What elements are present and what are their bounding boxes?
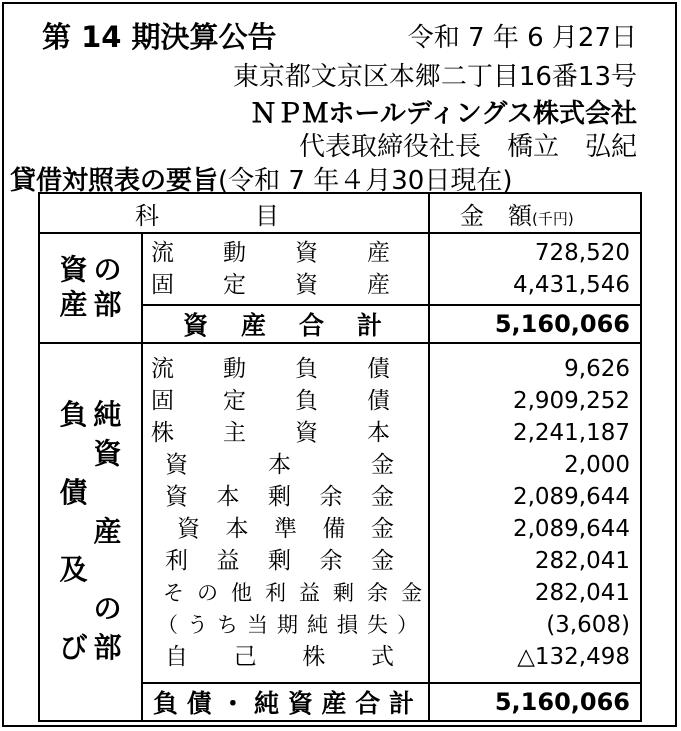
liabilities-total-label-cell (142, 683, 429, 721)
liabilities-section-char (91, 555, 125, 586)
liability-amount: 2,089,644 (512, 484, 630, 510)
liability-amount: 2,241,187 (512, 420, 630, 446)
company-name: ＮＰＭホールディングス株式会社 (250, 99, 637, 129)
assets-section-label (57, 255, 125, 321)
liabilities-amount-cell (429, 343, 641, 683)
liabilities-section-char (57, 439, 91, 470)
assets-section-cell (39, 233, 142, 343)
asset-label: 流動資産 (151, 240, 390, 266)
assets-section-char: 資 (59, 253, 88, 287)
subtitle-text: 貸借対照表の要旨 (10, 166, 219, 196)
liability-row (143, 513, 428, 545)
liabilities-rows (39, 343, 641, 683)
liabilities-item-cell (142, 343, 429, 683)
liability-label: 株主資本 (151, 420, 390, 446)
assets-section-char: 部 (93, 288, 122, 321)
asset-label: 固定資産 (151, 272, 390, 298)
liabilities-section-char: 部 (93, 630, 122, 664)
company-address: 東京都文京区本郷二丁目16番13号 (232, 62, 637, 92)
liabilities-total-label: 負債・純資産合計 (153, 689, 414, 718)
liabilities-section-char: 産 (93, 514, 122, 548)
asset-row-fixed (143, 269, 428, 301)
liabilities-section-char (57, 594, 91, 625)
liability-amount: △132,498 (517, 644, 630, 670)
liability-amount: 282,041 (534, 548, 630, 574)
liability-label: その他利益剰余金 (163, 581, 422, 605)
as-of-date: (令和 7 年４月30日現在) (218, 166, 513, 196)
assets-total-amount: 5,160,066 (429, 305, 641, 343)
liability-label: （うち当期純損失） (157, 613, 418, 637)
liability-row (143, 641, 428, 673)
liabilities-section-cell (39, 343, 142, 721)
liability-label: 資本剰余金 (165, 484, 394, 510)
assets-section-char: 産 (59, 288, 88, 321)
liabilities-section-char: 負 (59, 398, 88, 432)
liability-row (143, 353, 428, 385)
liability-amount: 2,909,252 (512, 388, 630, 414)
liability-label: 利益剰余金 (165, 548, 394, 574)
liability-amount: (3,608) (546, 612, 630, 638)
asset-amount: 4,431,546 (512, 272, 630, 298)
liability-row (143, 417, 428, 449)
header-amount-cell (429, 193, 641, 233)
liability-label: 資本金 (165, 452, 394, 478)
header-unit-label: (千円) (532, 209, 574, 228)
asset-amount: 728,520 (534, 240, 630, 266)
notice-title: 第 14 期決算公告 (42, 20, 277, 54)
header-item-label: 科 目 (135, 201, 279, 230)
asset-row-current (143, 237, 428, 269)
liabilities-total-amount: 5,160,066 (429, 683, 641, 721)
assets-total-label: 資産合計 (183, 311, 382, 340)
assets-item-cell (142, 233, 429, 305)
liabilities-section-char: び (59, 630, 88, 664)
assets-rows (39, 233, 641, 305)
header-item-cell (39, 193, 429, 233)
liabilities-section-char (57, 517, 91, 548)
liabilities-section-char: 債 (59, 475, 88, 509)
assets-total-label-cell (142, 305, 429, 343)
liability-row (143, 449, 428, 481)
liability-row (143, 385, 428, 417)
liability-amount: 9,626 (564, 356, 630, 382)
header-amount-label: 金 額 (460, 201, 532, 230)
liability-amount: 2,089,644 (512, 516, 630, 542)
liability-label: 自己株式 (165, 644, 394, 670)
liabilities-section-char: 資 (93, 437, 122, 470)
liabilities-section-char: 及 (59, 553, 88, 587)
liability-label: 固定負債 (151, 388, 390, 414)
liabilities-section-char (91, 478, 125, 509)
liability-amount: 2,000 (564, 452, 630, 478)
liability-label: 流動負債 (151, 356, 390, 382)
assets-amount-cell (429, 233, 641, 305)
notice-date: 令和 7 年 6 月27日 (407, 23, 637, 53)
liability-label: 資本準備金 (177, 516, 394, 542)
balance-sheet-table (38, 192, 642, 722)
assets-section-char: の (93, 253, 122, 287)
liabilities-section-char: の (93, 592, 122, 626)
liability-row (143, 481, 428, 513)
liability-amount: 282,041 (534, 580, 630, 606)
liability-row (143, 577, 428, 609)
liability-row (143, 545, 428, 577)
table-header-row (39, 193, 641, 233)
liabilities-section-label (57, 400, 125, 664)
liability-row (143, 609, 428, 641)
representative: 代表取締役社長 橋立 弘紀 (298, 132, 637, 162)
liabilities-section-char: 純 (93, 398, 122, 432)
